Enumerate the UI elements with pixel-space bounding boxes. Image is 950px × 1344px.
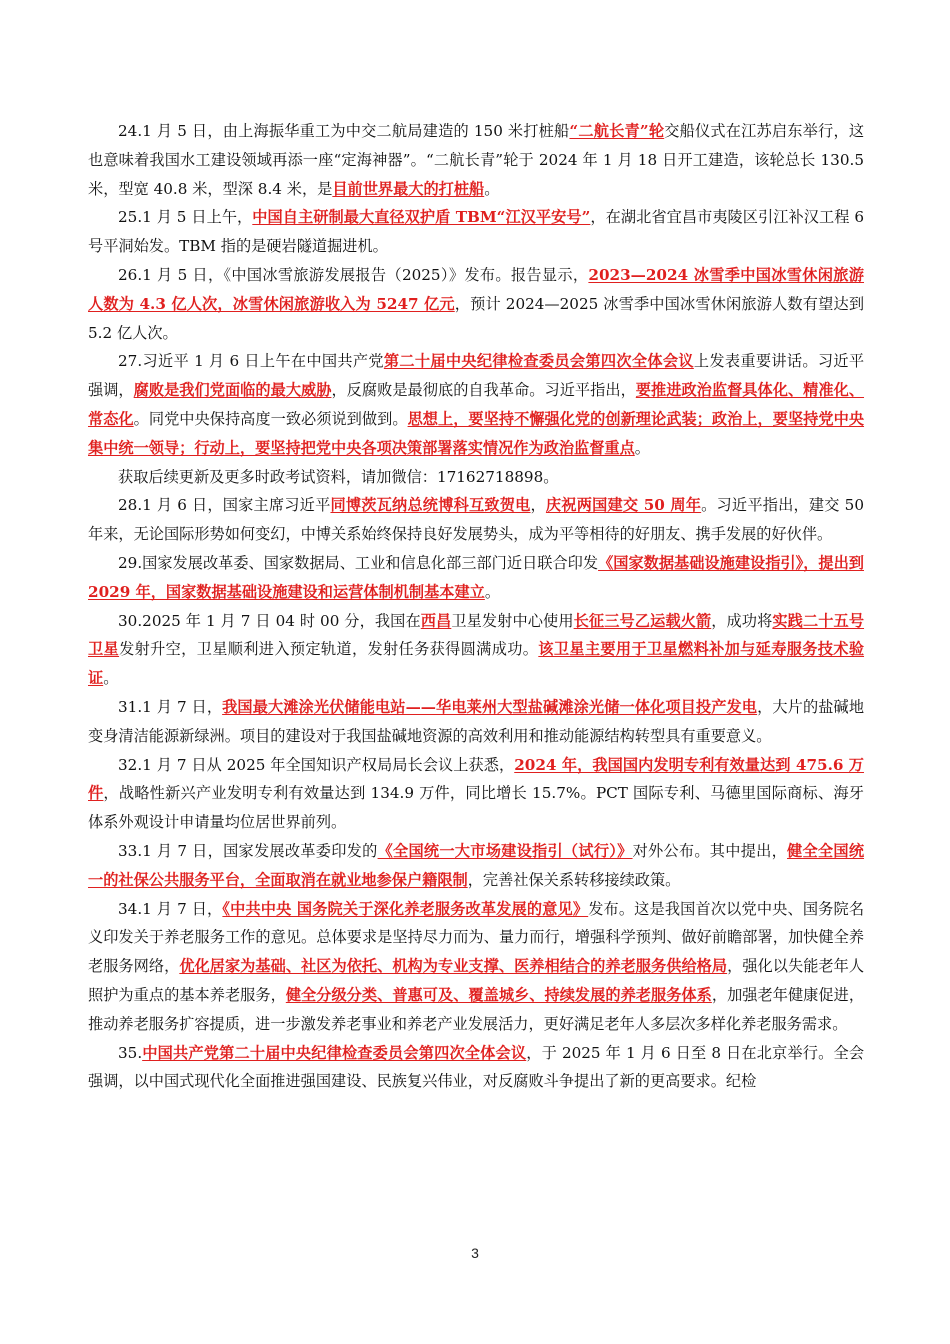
highlighted-text: 《中共中央 国务院关于深化养老服务改革发展的意见》 — [222, 899, 589, 918]
text-segment: 。 — [634, 438, 650, 457]
highlighted-text: 中国共产党第二十届中央纪律检查委员会第四次全体会议 — [142, 1043, 527, 1062]
page-number: 3 — [471, 1245, 479, 1261]
news-item-25 — [88, 203, 864, 261]
news-item-35 — [88, 1039, 864, 1097]
highlighted-text: “二航长青”轮 — [569, 122, 665, 140]
text-segment: 交船仪式在江苏启东举行，这也意味着我国水工建设领域再添一座“定海神器”。“二航长青”轮于 2024 年 1 月 18 日开工建造，该轮总长 130.5 米，型宽 40.8 米，型深 8.4 米，是 — [88, 122, 865, 198]
highlighted-text: 实践二十五号卫星 — [88, 611, 865, 659]
highlighted-text: 2023—2024 冰雪季中国冰雪休闲旅游人数为 4.3 亿人次，冰雪休闲旅游收入为 5247 亿元 — [88, 265, 864, 313]
text-segment: ，完善社保关系转移接续政策。 — [467, 870, 681, 889]
text-segment: 。同党中央保持高度一致必须说到做到。 — [133, 409, 408, 428]
highlighted-text: 《国家数据基础设施建设指引》，提出到 2029 年，国家数据基础设施建设和运营体制机制基本建立 — [88, 553, 864, 601]
text-segment: 32.1 月 7 日从 2025 年全国知识产权局局长会议上获悉， — [118, 755, 515, 774]
text-segment: 上发表重要讲话。习近平强调， — [88, 352, 865, 400]
text-segment: 35. — [118, 1043, 143, 1062]
text-segment: 28.1 月 6 日，国家主席习近平 — [118, 496, 331, 515]
highlighted-text: 中国自主研制最大直径双护盾 TBM“江汉平安号” — [252, 208, 591, 227]
highlighted-text: 健全分级分类、普惠可及、覆盖城乡、持续发展的养老服务体系 — [285, 985, 712, 1004]
wechat-notice — [88, 463, 864, 492]
text-segment: ，加强老年健康促进，推动养老服务扩容提质，进一步激发养老事业和养老产业发展活力，更好满足老年人多层次多样化养老服务需求。 — [88, 985, 865, 1033]
text-segment: ，强化以失能老年人照护为重点的基本养老服务， — [88, 957, 865, 1004]
text-segment: 卫星发射中心使用 — [451, 611, 574, 630]
text-segment: 25.1 月 5 日上午， — [118, 208, 253, 227]
text-segment: 30.2025 年 1 月 7 日 04 时 00 分，我国在 — [118, 611, 421, 630]
text-segment: 。 — [484, 582, 501, 601]
highlighted-text: 长征三号乙运载火箭 — [573, 611, 712, 630]
text-segment: 26.1 月 5 日，《中国冰雪旅游发展报告（2025）》发布。报告显示， — [118, 265, 589, 284]
highlighted-text: 该卫星主要用于卫星燃料补加与延寿服务技术验证 — [88, 640, 865, 688]
highlighted-text: 目前世界最大的打桩船 — [332, 179, 485, 198]
news-item-31 — [88, 693, 864, 751]
news-item-34 — [88, 895, 864, 1039]
text-segment: ，反腐败是最彻底的自我革命。习近平指出， — [331, 381, 636, 400]
highlighted-text: 庆祝两国建交 50 周年 — [545, 496, 702, 515]
news-item-26 — [88, 261, 864, 347]
news-item-33 — [88, 837, 864, 895]
text-segment: ，预计 2024—2025 冰雪季中国冰雪休闲旅游人数有望达到 5.2 亿人次。 — [88, 294, 865, 342]
text-segment: ，大片的盐碱地变身清洁能源新绿洲。项目的建设对于我国盐碱地资源的高效利用和推动能源结构转型具有重要意义。 — [88, 697, 865, 745]
document-body — [88, 117, 864, 1096]
highlighted-text: 第二十届中央纪律检查委员会第四次全体会议 — [383, 352, 694, 371]
text-segment: 发射升空，卫星顺利进入预定轨道，发射任务获得圆满成功。 — [119, 640, 539, 659]
highlighted-text: 健全全国统一的社保公共服务平台，全面取消在就业地参保户籍限制 — [88, 841, 865, 889]
text-segment: 获取后续更新及更多时政考试资料，请加微信：17162718898。 — [118, 467, 559, 486]
news-item-27 — [88, 347, 864, 462]
news-item-29 — [88, 549, 864, 607]
news-item-24 — [88, 117, 864, 203]
text-segment: 。习近平指出，建交 50 年来，无论国际形势如何变幻，中博关系始终保持良好发展势头，成为平等相待的好朋友、携手发展的好伙伴。 — [88, 496, 865, 544]
text-segment: 24.1 月 5 日，由上海振华重工为中交二航局建造的 150 米打桩船 — [118, 122, 570, 140]
highlighted-text: 优化居家为基础、社区为依托、机构为专业支撑、医养相结合的养老服务供给格局 — [179, 957, 728, 976]
highlighted-text: 我国最大滩涂光伏储能电站——华电莱州大型盐碱滩涂光储一体化项目投产发电 — [222, 697, 758, 716]
text-segment: ，于 2025 年 1 月 6 日至 8 日在北京举行。全会强调，以中国式现代化全面推进强国建设、民族复兴伟业，对反腐败斗争提出了新的更高要求。纪检 — [88, 1043, 865, 1091]
news-item-32 — [88, 751, 864, 837]
highlighted-text: 腐败是我们党面临的最大威胁 — [133, 381, 332, 400]
text-segment: 34.1 月 7 日， — [118, 899, 223, 918]
text-segment: 29.国家发展改革委、国家数据局、工业和信息化部三部门近日联合印发 — [118, 553, 599, 572]
text-segment: 。 — [484, 179, 500, 198]
highlighted-text: 2024 年，我国国内发明专利有效量达到 475.6 万件 — [88, 755, 864, 803]
news-item-30 — [88, 607, 864, 693]
highlighted-text: 要推进政治监督具体化、精准化、常态化 — [88, 381, 865, 428]
text-segment: ， — [530, 496, 546, 515]
highlighted-text: 《全国统一大市场建设指引（试行）》 — [377, 841, 633, 860]
text-segment: 对外公布。其中提出， — [632, 841, 788, 860]
highlighted-text: 思想上，要坚持不懈强化党的创新理论武装；政治上，要坚持党中央集中统一领导；行动上，要坚持把党中央各项决策部署落实情况作为政治监督重点 — [88, 409, 865, 457]
news-item-28 — [88, 491, 864, 549]
text-segment: 27.习近平 1 月 6 日上午在中国共产党 — [118, 352, 384, 371]
highlighted-text: 同博茨瓦纳总统博科互致贺电 — [330, 496, 531, 515]
text-segment: 发布。这是我国首次以党中央、国务院名义印发关于养老服务工作的意见。总体要求是坚持尽力而为、量力而行，增强科学预判、做好前瞻部署，加快健全养老服务网络， — [88, 899, 865, 976]
text-segment: ，成功将 — [711, 611, 773, 630]
text-segment: 31.1 月 7 日， — [118, 697, 223, 716]
text-segment: ，战略性新兴产业发明专利有效量达到 134.9 万件，同比增长 15.7%。PCT 国际专利、马德里国际商标、海牙体系外观设计申请量均位居世界前列。 — [88, 784, 864, 832]
highlighted-text: 西昌 — [420, 611, 452, 630]
text-segment: 33.1 月 7 日，国家发展改革委印发的 — [118, 841, 378, 860]
text-segment: ，在湖北省宜昌市夷陵区引江补汉工程 6 号平洞始发。TBM 指的是硬岩隧道掘进机。 — [88, 208, 864, 256]
text-segment: 。 — [103, 669, 119, 688]
